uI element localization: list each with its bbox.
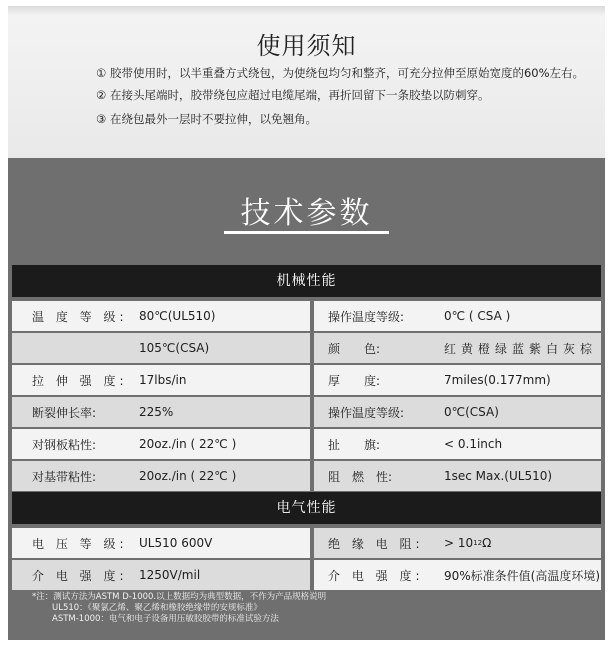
section-shadow [8, 6, 605, 16]
spec-value: 80℃(UL510) [139, 309, 216, 323]
spec-value: 红黄橙绿蓝紫白灰棕 [444, 341, 598, 356]
notice-list [96, 66, 588, 136]
spec-value: UL510 600V [139, 536, 213, 550]
resistance-unit: Ω [482, 536, 492, 550]
spec-label: 厚 度: [328, 373, 381, 388]
spec-label: 断裂伸长率: [32, 405, 97, 420]
spec-label: 对基带粘性: [32, 469, 97, 484]
footnote-line: ASTM-1000：电气和电子设备用压敏胶胶带的标准试验方法 [52, 614, 279, 624]
resistance-base: > 10 [444, 536, 474, 550]
spec-label: 扯 旗: [328, 437, 381, 452]
spec-label: 阻 燃 性: [328, 469, 393, 484]
table-row [12, 429, 601, 459]
spec-value: 17lbs/in [139, 373, 187, 387]
spec-label: 对钢板粘性: [32, 437, 97, 452]
tech-spec-section [8, 158, 605, 640]
spec-value: 1sec Max.(UL510) [444, 469, 553, 483]
spec-label: 电 压 等 级: [32, 536, 128, 551]
spec-label: 介 电 强 度: [328, 568, 424, 583]
footnote-line: UL510：《聚氯乙烯、聚乙烯和橡胶绝缘带的安规标准》 [52, 603, 262, 613]
spec-value: 105℃(CSA) [139, 341, 210, 355]
spec-value: < 0.1inch [444, 437, 503, 451]
footnote-line: *注：测试方法为ASTM D-1000.以上数据均为典型数据，不作为产品规格说明 [32, 592, 327, 602]
usage-notice-section [8, 6, 605, 158]
spec-value: 20oz./in ( 22℃ ) [139, 437, 237, 451]
table-row [12, 528, 601, 558]
notice-item: ① 胶带使用时，以半重叠方式绕包，为使绕包均匀和整齐，可充分拉伸至原始宽度的60%左右。 [96, 66, 585, 80]
table-row [12, 333, 601, 363]
spec-label: 绝 缘 电 阻: [328, 536, 424, 551]
mechanical-table [12, 301, 601, 493]
table-row [12, 461, 601, 491]
spec-label: 颜 色: [328, 341, 381, 356]
spec-value: 0℃ ( CSA ) [444, 309, 511, 323]
notice-item: ③ 在绕包最外一层时不要拉伸，以免翘角。 [96, 112, 317, 126]
table-row [12, 365, 601, 395]
notice-item: ② 在接头尾端时，胶带绕包应超过电缆尾端，再折回留下一条胶垫以防刺穿。 [96, 88, 490, 102]
spec-value: 225% [139, 405, 174, 419]
notice-title: 使用须知 [256, 32, 357, 60]
table-row [12, 301, 601, 331]
spec-value: 20oz./in ( 22℃ ) [139, 469, 237, 483]
electrical-header: 电气性能 [12, 492, 601, 524]
spec-title-underline [224, 231, 389, 234]
spec-label: 操作温度等级: [328, 309, 405, 324]
mechanical-header: 机械性能 [12, 265, 601, 297]
spec-label [12, 333, 127, 363]
spec-value: 90%标准条件值(高温度环境) [444, 568, 601, 583]
spec-label: 温 度 等 级: [32, 309, 128, 324]
spec-label: 介 电 强 度: [32, 568, 128, 583]
electrical-table [12, 528, 601, 592]
table-row [12, 397, 601, 427]
spec-label: 操作温度等级: [328, 405, 405, 420]
spec-value [432, 528, 601, 558]
table-row [12, 560, 601, 590]
footnote [32, 592, 592, 625]
spec-title: 技术参数 [240, 196, 373, 231]
spec-value: 1250V/mil [139, 568, 201, 582]
spec-label: 拉 伸 强 度: [32, 373, 128, 388]
spec-value: 0℃(CSA) [444, 405, 499, 419]
spec-value: 7miles(0.177mm) [444, 373, 551, 387]
resistance-exponent: 12 [473, 539, 483, 547]
